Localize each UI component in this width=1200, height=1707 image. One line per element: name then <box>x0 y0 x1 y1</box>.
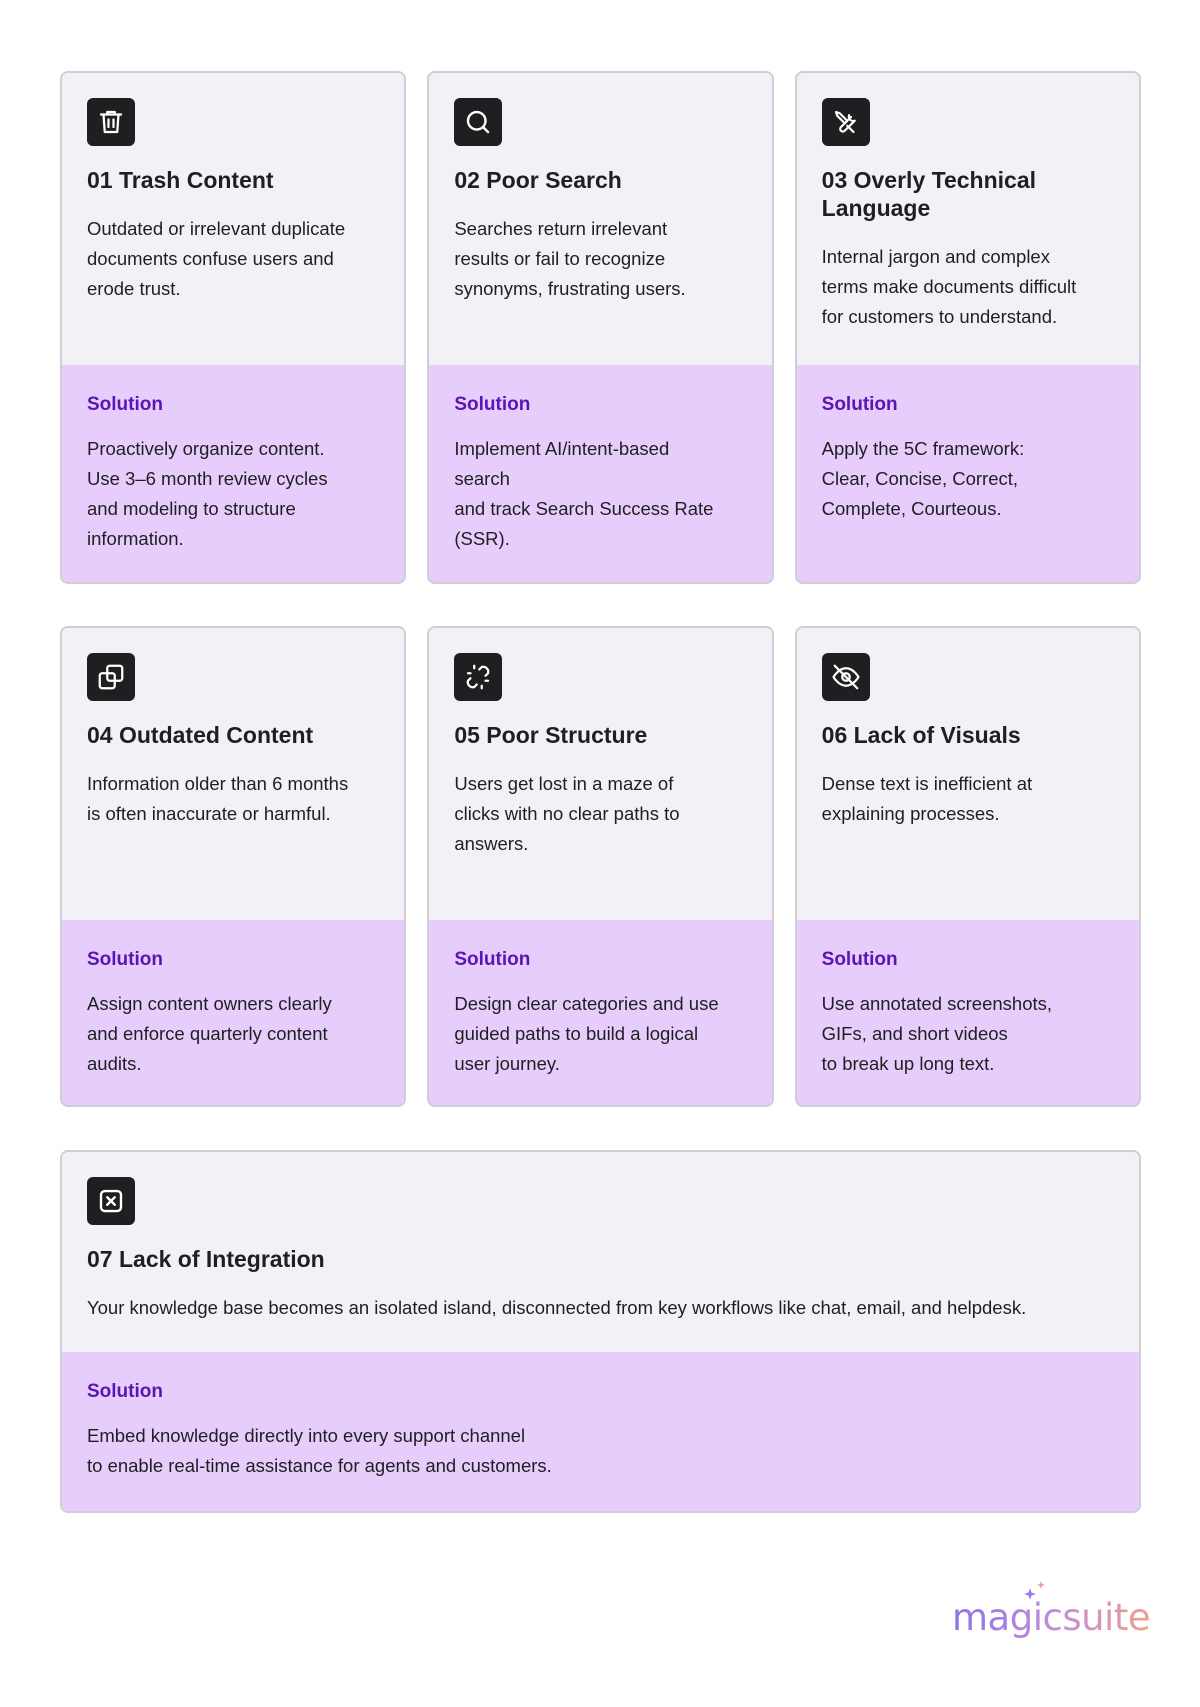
trash-icon <box>87 98 135 146</box>
solution-label: Solution <box>821 394 898 415</box>
card-description: Your knowledge base becomes an isolated island, disconnected from key workflows like chat, email, and helpdesk. <box>87 1297 1027 1318</box>
card-poor-structure <box>427 626 773 1107</box>
card-title: 06 Lack of Visuals <box>821 722 1021 748</box>
card-description: Searches return irrelevant results or fail to recognize synonyms, frustrating users. <box>454 218 686 299</box>
eye-off-icon <box>822 653 870 701</box>
solution-label: Solution <box>87 394 163 415</box>
card-title: 05 Poor Structure <box>454 722 648 748</box>
card-trash-content <box>60 71 406 584</box>
solution-label: Solution <box>87 949 163 970</box>
solution-text: Use annotated screenshots, GIFs, and short videos to break up long text. <box>821 993 1053 1074</box>
card-title: 01 Trash Content <box>87 167 274 193</box>
solution-text: Assign content owners clearly and enforce quarterly content audits. <box>87 993 332 1074</box>
card-outdated-content <box>60 626 406 1107</box>
card-lack-of-integration <box>60 1150 1141 1513</box>
solution-label: Solution <box>454 394 531 415</box>
card-overly-technical-language <box>795 71 1141 584</box>
card-title: 03 Overly Technical Language <box>821 167 1037 221</box>
card-description: Dense text is inefficient at explaining processes. <box>821 773 1033 824</box>
solution-text: Implement AI/intent-based search and track Search Success Rate (SSR). <box>454 438 714 549</box>
tools-icon <box>822 98 870 146</box>
solution-label: Solution <box>821 949 898 970</box>
card-description: Outdated or irrelevant duplicate documents confuse users and erode trust. <box>87 218 346 299</box>
logo-text: magicsuite <box>952 1596 1151 1639</box>
solution-label: Solution <box>454 949 531 970</box>
close-square-icon <box>87 1177 135 1225</box>
card-title: 07 Lack of Integration <box>87 1246 325 1272</box>
card-title: 02 Poor Search <box>454 167 622 193</box>
card-poor-search <box>427 71 773 584</box>
solution-text: Embed knowledge directly into every support channel to enable real-time assistance for agents and customers. <box>87 1425 552 1476</box>
brand-logo <box>952 1590 1151 1640</box>
solution-text: Proactively organize content. Use 3–6 month review cycles and modeling to structure information. <box>87 438 328 549</box>
solution-text: Design clear categories and use guided paths to build a logical user journey. <box>454 993 719 1074</box>
card-description: Users get lost in a maze of clicks with no clear paths to answers. <box>454 773 680 854</box>
broken-link-icon <box>454 653 502 701</box>
card-description: Internal jargon and complex terms make documents difficult for customers to understand. <box>821 246 1077 327</box>
card-title: 04 Outdated Content <box>87 722 314 748</box>
solution-text: Apply the 5C framework: Clear, Concise, Correct, Complete, Courteous. <box>821 438 1025 519</box>
copy-icon <box>87 653 135 701</box>
card-description: Information older than 6 months is often inaccurate or harmful. <box>87 773 349 824</box>
solution-label: Solution <box>87 1381 163 1402</box>
card-lack-of-visuals <box>795 626 1141 1107</box>
search-icon <box>454 98 502 146</box>
